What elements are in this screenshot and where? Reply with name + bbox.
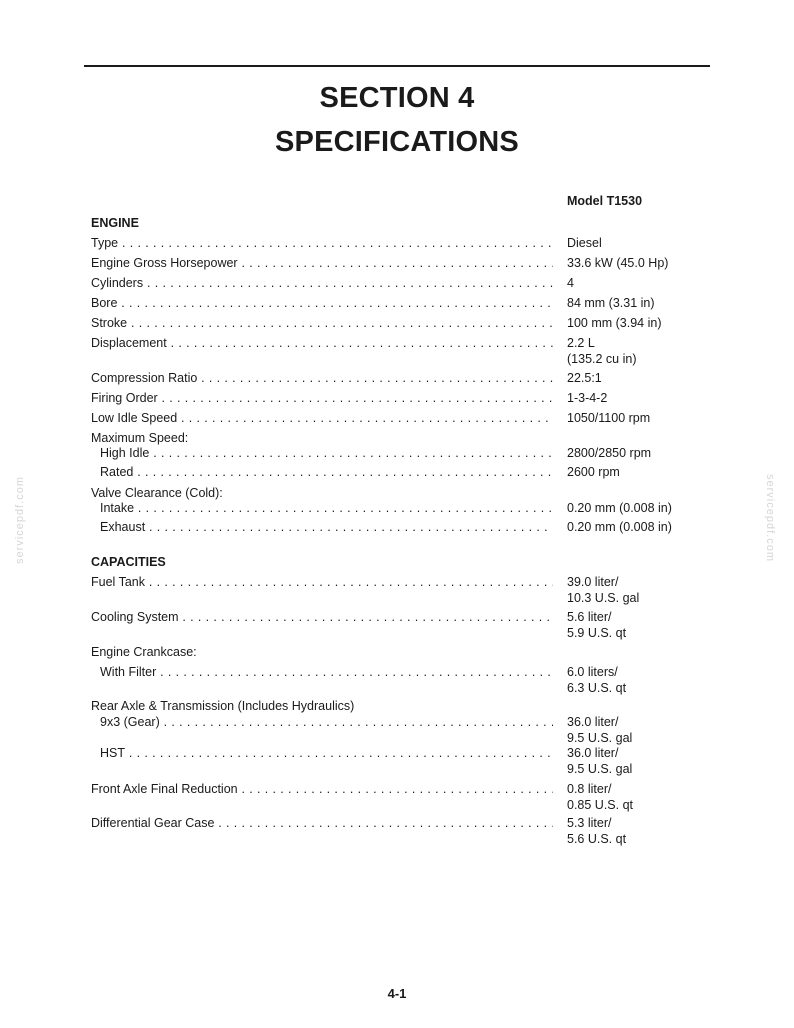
- spec-label: Low Idle Speed . . .: [91, 411, 553, 427]
- spec-label: HST . . .: [100, 746, 553, 762]
- spec-label: Front Axle Final Reduction . . .: [91, 782, 553, 798]
- model-label: Model T1530: [567, 194, 643, 208]
- spec-value: 1050/1100 rpm: [567, 411, 651, 425]
- spec-label: Bore . . .: [91, 296, 553, 312]
- spec-label: Displacement . . .: [91, 336, 553, 352]
- spec-value: 5.6 liter/ 5.9 U.S. qt: [567, 610, 627, 640]
- spec-value: 33.6 kW (45.0 Hp): [567, 256, 669, 270]
- spec-value: 2600 rpm: [567, 465, 620, 479]
- spec-value: 0.20 mm (0.008 in): [567, 501, 672, 515]
- watermark-right: servicepdf.com: [764, 474, 776, 562]
- spec-value: 22.5:1: [567, 371, 602, 385]
- spec-value: 5.3 liter/ 5.6 U.S. qt: [567, 816, 627, 846]
- spec-label: 9x3 (Gear) . . .: [100, 715, 553, 731]
- spec-label: Intake . . .: [100, 501, 553, 517]
- spec-value: 1-3-4-2: [567, 391, 608, 405]
- spec-label: With Filter . . .: [100, 665, 553, 681]
- spec-value: 4: [567, 276, 574, 290]
- spec-label: Engine Gross Horsepower . . .: [91, 256, 553, 272]
- max-speed-label: Maximum Speed:: [91, 431, 189, 445]
- spec-value: 36.0 liter/ 9.5 U.S. gal: [567, 746, 633, 776]
- spec-value: 0.20 mm (0.008 in): [567, 520, 672, 534]
- spec-label: Exhaust . . .: [100, 520, 553, 536]
- spec-value: 36.0 liter/ 9.5 U.S. gal: [567, 715, 633, 745]
- section-title: SECTION 4: [319, 82, 475, 114]
- spec-value: 100 mm (3.94 in): [567, 316, 662, 330]
- crankcase-label: Engine Crankcase:: [91, 645, 197, 659]
- watermark-left: servicepdf.com: [14, 476, 26, 564]
- spec-value: 2800/2850 rpm: [567, 446, 652, 460]
- engine-heading: ENGINE: [91, 216, 139, 230]
- spec-label: Compression Ratio . . .: [91, 371, 553, 387]
- spec-value: Diesel: [567, 236, 602, 250]
- spec-label: Stroke . . .: [91, 316, 553, 332]
- top-rule: [84, 65, 710, 67]
- spec-value: 84 mm (3.31 in): [567, 296, 655, 310]
- spec-label: Firing Order . . .: [91, 391, 553, 407]
- rear-axle-label: Rear Axle & Transmission (Includes Hydraulics): [91, 699, 355, 713]
- spec-label: Fuel Tank . . .: [91, 575, 553, 591]
- page-title: SPECIFICATIONS: [275, 126, 519, 158]
- spec-value: 6.0 liters/ 6.3 U.S. qt: [567, 665, 627, 695]
- spec-value: 2.2 L (135.2 cu in): [567, 336, 637, 366]
- spec-label: Cooling System . . .: [91, 610, 553, 626]
- spec-label: Differential Gear Case . . .: [91, 816, 553, 832]
- valve-clearance-label: Valve Clearance (Cold):: [91, 486, 223, 500]
- spec-label: Cylinders . . .: [91, 276, 553, 292]
- spec-label: Rated . . .: [100, 465, 553, 481]
- spec-value: 0.8 liter/ 0.85 U.S. qt: [567, 782, 634, 812]
- page-number: 4-1: [387, 986, 407, 1001]
- capacities-heading: CAPACITIES: [91, 555, 166, 569]
- spec-value: 39.0 liter/ 10.3 U.S. gal: [567, 575, 640, 605]
- spec-label: Type . . .: [91, 236, 553, 252]
- spec-label: High Idle . . .: [100, 446, 553, 462]
